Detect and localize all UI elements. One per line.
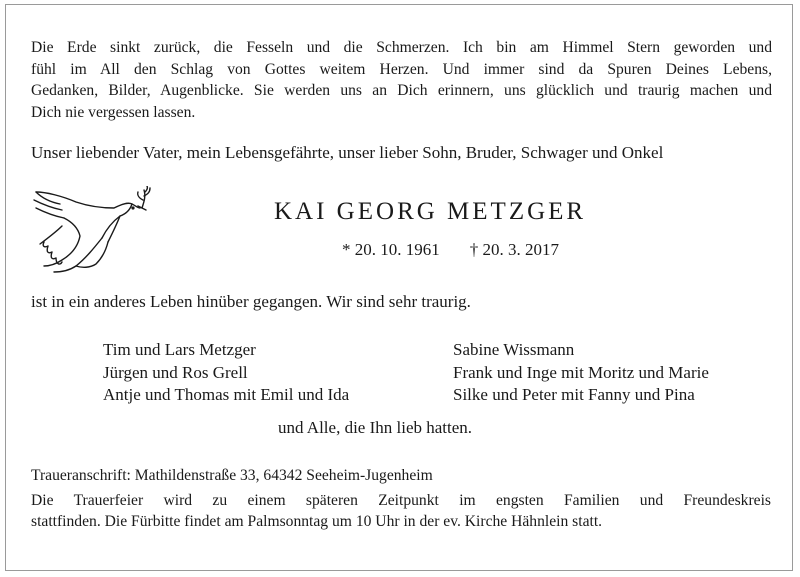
relationship-lead: Unser liebender Vater, mein Lebensgefährte, unser lieber Sohn, Bruder, Schwager und Onkel [31,143,664,162]
life-dates [342,240,559,260]
all-who-loved-him: und Alle, die Ihn lieb hatten. [278,418,473,437]
mourner-entry: Silke und Peter mit Fanny und Pina [453,385,695,404]
birth-date: * 20. 10. 1961 [342,240,440,259]
intro-line: fühl im All den Schlag von Gottes weitem Herzen. Und immer sind da Spuren Deines Lebens, [31,60,772,78]
mourner-entry: Antje und Thomas mit Emil und Ida [103,385,350,404]
mourners-right-column [453,339,709,407]
intro-line: Die Erde sinkt zurück, die Fesseln und die Schmerzen. Ich bin am Himmel Stern geworden und [31,39,772,56]
deceased-name: KAI GEORG METZGER [274,198,587,225]
service-line: Die Trauerfeier wird zu einem späteren Zeitpunkt im engsten Familien und Freundeskreis [31,492,771,509]
service-line: stattfinden. Die Fürbitte findet am Palmsonntag um 10 Uhr in der ev. Kirche Hähnlein statt. [31,513,603,530]
intro-line: Dich nie vergessen lassen. [31,103,196,121]
passed-away-text: ist in ein anderes Leben hinüber gegangen. Wir sind sehr traurig. [31,292,471,311]
mourning-address: Traueranschrift: Mathildenstraße 33, 64342 Seeheim-Jugenheim [31,467,433,484]
mourner-entry: Sabine Wissmann [453,340,575,359]
mourners-left-column [103,339,349,407]
death-date: † 20. 3. 2017 [469,240,559,259]
funeral-service-info [31,490,771,532]
mourner-entry: Jürgen und Ros Grell [103,362,248,382]
mourner-entry: Frank und Inge mit Moritz und Marie [453,362,709,382]
intro-line: Gedanken, Bilder, Augenblicke. Sie werden uns an Dich erinnern, uns glücklich und traurig machen und [31,82,772,99]
mourner-entry: Tim und Lars Metzger [103,340,256,359]
dove-with-olive-branch-icon [32,186,154,278]
intro-poem [31,37,772,123]
